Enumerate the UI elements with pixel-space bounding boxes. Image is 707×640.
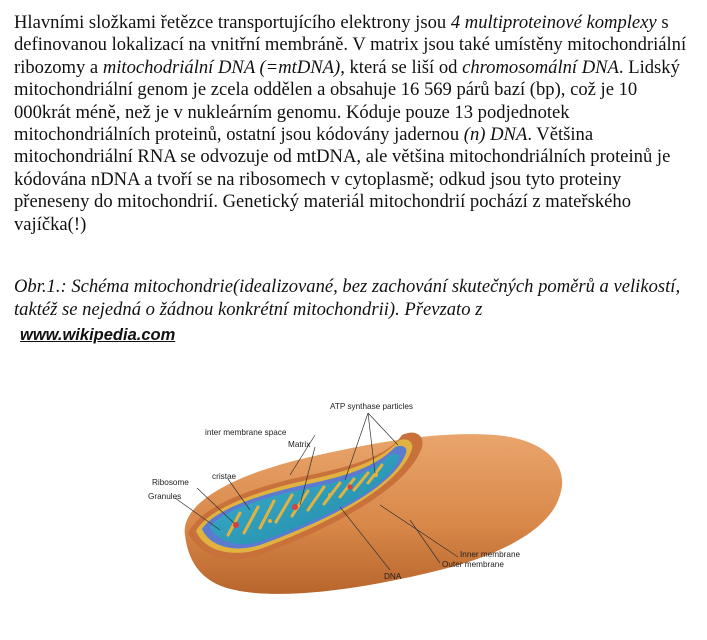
label-matrix: Matrix xyxy=(288,440,311,449)
label-intermembrane-space: inter membrane space xyxy=(205,428,287,437)
text-span: . Lidský mitochondriální genom je zcela oddělen a obsahuje 16 569 párů bazí (bp), což je 10 000krát méně, než je v nukleárním genomu. Kóduje pouze 13 podjednotek mitochondriálních proteinů, ostatní jsou kódovány jadernou xyxy=(14,56,680,146)
italic-term: (n) DNA xyxy=(463,124,528,146)
text-span: Hlavními složkami řetězce transportujícího elektrony jsou xyxy=(14,12,451,33)
label-inner-membrane: Inner membrane xyxy=(460,550,521,559)
label-outer-membrane: Outer membrane xyxy=(442,560,504,569)
mitochondrion-diagram xyxy=(140,395,580,605)
mitochondrion-figure xyxy=(140,395,580,605)
label-granules: Granules xyxy=(148,492,182,501)
italic-term: 4 multiproteinové komplexy xyxy=(450,12,657,33)
source-link[interactable]: www.wikipedia.com xyxy=(20,326,176,344)
text-span: , která se liší od xyxy=(340,56,463,78)
text-span: s definovanou lokalizací na vnitřní membráně. V matrix jsou také umístěny mitochondriální ribozomy a xyxy=(14,12,687,78)
body-paragraph xyxy=(14,12,698,236)
italic-term: chromosomální DNA xyxy=(462,56,619,78)
label-dna: DNA xyxy=(384,572,402,581)
italic-term: mitochodriální DNA (=mtDNA) xyxy=(102,56,341,78)
figure-caption: Obr.1.: Schéma mitochondrie(idealizované, bez zachování skutečných poměrů a velikostí, taktéž se nejedná o žádnou konkrétní mitochondrii). Převzato z xyxy=(14,276,681,320)
label-atp-synthase: ATP synthase particles xyxy=(330,402,413,411)
label-ribosome: Ribosome xyxy=(152,478,189,487)
text-span: . Většina mitochondriální RNA se odvozuje od mtDNA, ale většina mitochondriálních proteinů je kódována nDNA a tvoří se na ribosomech v cytoplasmě; odkud jsou tyto proteiny přeneseny do mitochondrií. Genetický materiál mitochondrií pochází z mateřského vajíčka(!) xyxy=(14,124,671,235)
label-cristae: cristae xyxy=(212,472,237,481)
